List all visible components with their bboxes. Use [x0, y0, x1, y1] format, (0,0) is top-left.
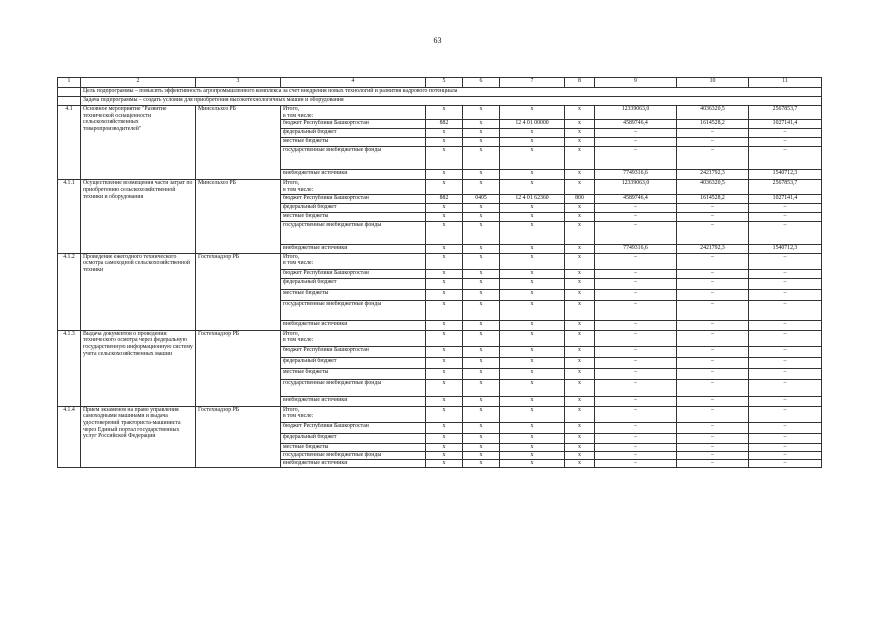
value-cell-c5: х: [426, 300, 463, 320]
value-cell-c6: х: [463, 368, 500, 379]
value-cell-c11: –: [749, 396, 822, 406]
value-cell-c5: х: [426, 278, 463, 289]
value-cell-c6: х: [463, 379, 500, 396]
table-row: [58, 406, 822, 422]
funding-source: государственные внебюджетные фонды: [281, 300, 426, 320]
value-cell-c9: 7749316,6: [595, 170, 677, 180]
value-cell-c7: х: [500, 443, 565, 451]
value-cell-c8: х: [565, 406, 595, 422]
value-cell-c11: –: [749, 357, 822, 368]
value-cell-c7: х: [500, 433, 565, 443]
header-cell: 1: [58, 78, 81, 88]
value-cell-c10: –: [677, 278, 749, 289]
value-cell-c11: –: [749, 221, 822, 244]
funding-source: федеральный бюджет: [281, 357, 426, 368]
value-cell-c11: –: [749, 289, 822, 300]
value-cell-c8: х: [565, 357, 595, 368]
funding-source: бюджет Республики Башкортостан: [281, 194, 426, 203]
header-cell: 4: [281, 78, 426, 88]
value-cell-c11: 2567853,7: [749, 106, 822, 120]
value-cell-c10: –: [677, 459, 749, 467]
value-cell-c7: х: [500, 180, 565, 194]
value-cell-c10: –: [677, 330, 749, 346]
value-cell-c6: х: [463, 422, 500, 433]
value-cell-c10: –: [677, 396, 749, 406]
value-cell-c8: х: [565, 320, 595, 330]
value-cell-c8: х: [565, 451, 595, 459]
header-cell: 2: [81, 78, 196, 88]
value-cell-c5: х: [426, 212, 463, 221]
value-cell-c9: –: [595, 300, 677, 320]
value-cell-c6: х: [463, 433, 500, 443]
value-cell-c8: х: [565, 289, 595, 300]
value-cell-c6: х: [463, 320, 500, 330]
value-cell-c8: х: [565, 221, 595, 244]
value-cell-c7: х: [500, 300, 565, 320]
value-cell-c6: х: [463, 120, 500, 129]
value-cell-c8: х: [565, 459, 595, 467]
value-cell-c8: х: [565, 379, 595, 396]
value-cell-c11: 1540712,3: [749, 244, 822, 253]
value-cell-c9: –: [595, 422, 677, 433]
funding-source: местные бюджеты: [281, 138, 426, 147]
value-cell-c7: х: [500, 221, 565, 244]
funding-source: местные бюджеты: [281, 368, 426, 379]
value-cell-c8: 800: [565, 194, 595, 203]
measure-name: Осуществление возмещения части затрат по приобретению сельскохозяйственной техники и оборудования: [81, 180, 196, 253]
value-cell-c7: х: [500, 269, 565, 278]
value-cell-c7: х: [500, 346, 565, 357]
value-cell-c5: х: [426, 129, 463, 138]
value-cell-c11: –: [749, 422, 822, 433]
header-row: [58, 78, 822, 88]
funding-source: внебюджетные источники: [281, 320, 426, 330]
value-cell-c11: –: [749, 406, 822, 422]
value-cell-c5: х: [426, 170, 463, 180]
value-cell-c7: х: [500, 278, 565, 289]
table-row: [58, 106, 822, 120]
value-cell-c10: –: [677, 300, 749, 320]
value-cell-c6: х: [463, 451, 500, 459]
value-cell-c11: –: [749, 278, 822, 289]
value-cell-c8: х: [565, 138, 595, 147]
value-cell-c10: 2421792,3: [677, 170, 749, 180]
value-cell-c9: –: [595, 212, 677, 221]
value-cell-c6: х: [463, 459, 500, 467]
measure-name: Основное мероприятие "Развитие технической оснащенности сельскохозяйственных товаропроизводителей": [81, 106, 196, 180]
value-cell-c9: –: [595, 278, 677, 289]
value-cell-c8: х: [565, 129, 595, 138]
funding-source: Итого, в том числе:: [281, 330, 426, 346]
value-cell-c10: –: [677, 203, 749, 212]
value-cell-c5: х: [426, 330, 463, 346]
value-cell-c7: х: [500, 147, 565, 170]
value-cell-c9: –: [595, 221, 677, 244]
funding-source: внебюджетные источники: [281, 459, 426, 467]
funding-source: местные бюджеты: [281, 212, 426, 221]
table-row: [58, 180, 822, 194]
value-cell-c9: –: [595, 253, 677, 269]
measure-name: Проведение ежегодного технического осмотра самоходной сельскохозяйственной техники: [81, 253, 196, 330]
value-cell-c6: х: [463, 147, 500, 170]
value-cell-c6: х: [463, 170, 500, 180]
value-cell-c10: –: [677, 269, 749, 278]
value-cell-c7: х: [500, 212, 565, 221]
value-cell-c5: х: [426, 320, 463, 330]
value-cell-c5: х: [426, 396, 463, 406]
value-cell-c11: –: [749, 368, 822, 379]
value-cell-c9: –: [595, 443, 677, 451]
value-cell-c11: –: [749, 443, 822, 451]
header-cell: 8: [565, 78, 595, 88]
item-number: 4.1: [58, 106, 81, 180]
value-cell-c5: х: [426, 138, 463, 147]
empty-cell: [58, 88, 81, 97]
value-cell-c8: х: [565, 368, 595, 379]
value-cell-c5: х: [426, 289, 463, 300]
value-cell-c5: х: [426, 180, 463, 194]
value-cell-c6: х: [463, 357, 500, 368]
value-cell-c5: х: [426, 379, 463, 396]
value-cell-c10: –: [677, 379, 749, 396]
value-cell-c9: –: [595, 406, 677, 422]
value-cell-c8: х: [565, 212, 595, 221]
funding-source: внебюджетные источники: [281, 170, 426, 180]
value-cell-c9: –: [595, 433, 677, 443]
value-cell-c6: х: [463, 443, 500, 451]
funding-source: государственные внебюджетные фонды: [281, 147, 426, 170]
value-cell-c5: х: [426, 106, 463, 120]
value-cell-c7: х: [500, 203, 565, 212]
value-cell-c6: х: [463, 406, 500, 422]
value-cell-c10: –: [677, 422, 749, 433]
value-cell-c10: –: [677, 443, 749, 451]
value-cell-c5: х: [426, 269, 463, 278]
value-cell-c7: х: [500, 422, 565, 433]
value-cell-c5: х: [426, 459, 463, 467]
funding-source: бюджет Республики Башкортостан: [281, 422, 426, 433]
table-row: [58, 330, 822, 346]
value-cell-c10: –: [677, 346, 749, 357]
value-cell-c9: 7749316,6: [595, 244, 677, 253]
value-cell-c7: х: [500, 368, 565, 379]
value-cell-c8: х: [565, 170, 595, 180]
funding-source: местные бюджеты: [281, 289, 426, 300]
value-cell-c9: 4589746,4: [595, 194, 677, 203]
value-cell-c8: х: [565, 269, 595, 278]
value-cell-c11: 1540712,3: [749, 170, 822, 180]
funding-source: бюджет Республики Башкортостан: [281, 120, 426, 129]
value-cell-c9: –: [595, 357, 677, 368]
value-cell-c8: х: [565, 244, 595, 253]
value-cell-c8: х: [565, 443, 595, 451]
value-cell-c8: х: [565, 433, 595, 443]
funding-source: федеральный бюджет: [281, 203, 426, 212]
value-cell-c5: х: [426, 203, 463, 212]
value-cell-c11: 2567853,7: [749, 180, 822, 194]
value-cell-c7: х: [500, 289, 565, 300]
value-cell-c10: 4036320,5: [677, 180, 749, 194]
value-cell-c10: –: [677, 138, 749, 147]
value-cell-c10: –: [677, 289, 749, 300]
value-cell-c11: –: [749, 129, 822, 138]
value-cell-c9: 4589746,4: [595, 120, 677, 129]
value-cell-c7: х: [500, 379, 565, 396]
value-cell-c11: –: [749, 212, 822, 221]
value-cell-c11: –: [749, 433, 822, 443]
funding-source: Итого, в том числе:: [281, 106, 426, 120]
value-cell-c11: –: [749, 346, 822, 357]
value-cell-c6: х: [463, 203, 500, 212]
value-cell-c8: х: [565, 120, 595, 129]
item-number: 4.1.3: [58, 330, 81, 406]
item-number: 4.1.1: [58, 180, 81, 253]
executor: Гостехнадзор РБ: [196, 253, 281, 330]
value-cell-c10: –: [677, 368, 749, 379]
value-cell-c9: –: [595, 320, 677, 330]
value-cell-c5: х: [426, 346, 463, 357]
value-cell-c7: 12 4 01 00000: [500, 120, 565, 129]
value-cell-c10: –: [677, 433, 749, 443]
value-cell-c11: –: [749, 269, 822, 278]
value-cell-c6: х: [463, 106, 500, 120]
value-cell-c9: –: [595, 330, 677, 346]
item-number: 4.1.2: [58, 253, 81, 330]
value-cell-c5: х: [426, 443, 463, 451]
funding-source: Итого, в том числе:: [281, 253, 426, 269]
measure-name: Прием экзаменов на право управления самоходными машинами и выдача удостоверений тракториста-машиниста через Единый портал государственных услуг Российской Федерации: [81, 406, 196, 467]
value-cell-c11: –: [749, 138, 822, 147]
value-cell-c6: х: [463, 346, 500, 357]
value-cell-c7: х: [500, 138, 565, 147]
funding-source: федеральный бюджет: [281, 129, 426, 138]
value-cell-c11: –: [749, 203, 822, 212]
value-cell-c11: –: [749, 459, 822, 467]
funding-source: государственные внебюджетные фонды: [281, 451, 426, 459]
value-cell-c9: –: [595, 459, 677, 467]
value-cell-c6: х: [463, 278, 500, 289]
empty-cell: [58, 97, 81, 106]
value-cell-c11: –: [749, 320, 822, 330]
value-cell-c10: 4036320,5: [677, 106, 749, 120]
task-row: [58, 97, 822, 106]
value-cell-c7: х: [500, 106, 565, 120]
value-cell-c10: 1614528,2: [677, 194, 749, 203]
value-cell-c7: х: [500, 357, 565, 368]
value-cell-c7: х: [500, 459, 565, 467]
value-cell-c6: х: [463, 253, 500, 269]
value-cell-c9: 12339063,0: [595, 180, 677, 194]
header-cell: 9: [595, 78, 677, 88]
value-cell-c8: х: [565, 346, 595, 357]
value-cell-c7: х: [500, 406, 565, 422]
value-cell-c9: –: [595, 368, 677, 379]
value-cell-c10: –: [677, 357, 749, 368]
value-cell-c9: –: [595, 346, 677, 357]
value-cell-c9: –: [595, 379, 677, 396]
value-cell-c5: х: [426, 253, 463, 269]
header-cell: 5: [426, 78, 463, 88]
value-cell-c5: х: [426, 221, 463, 244]
value-cell-c11: –: [749, 147, 822, 170]
value-cell-c10: –: [677, 147, 749, 170]
value-cell-c11: 1027141,4: [749, 194, 822, 203]
item-number: 4.1.4: [58, 406, 81, 467]
table-row: [58, 253, 822, 269]
value-cell-c10: 1614528,2: [677, 120, 749, 129]
value-cell-c5: х: [426, 357, 463, 368]
value-cell-c6: х: [463, 396, 500, 406]
value-cell-c8: х: [565, 106, 595, 120]
value-cell-c11: –: [749, 451, 822, 459]
value-cell-c7: х: [500, 396, 565, 406]
page-number: 63: [433, 36, 442, 45]
value-cell-c5: 882: [426, 194, 463, 203]
value-cell-c9: –: [595, 129, 677, 138]
value-cell-c9: –: [595, 203, 677, 212]
value-cell-c6: х: [463, 180, 500, 194]
value-cell-c5: х: [426, 422, 463, 433]
header-cell: 11: [749, 78, 822, 88]
value-cell-c10: –: [677, 212, 749, 221]
funding-source: федеральный бюджет: [281, 433, 426, 443]
value-cell-c9: –: [595, 289, 677, 300]
executor: Минсельхоз РБ: [196, 106, 281, 180]
value-cell-c10: –: [677, 221, 749, 244]
funding-source: внебюджетные источники: [281, 244, 426, 253]
value-cell-c9: –: [595, 269, 677, 278]
value-cell-c6: х: [463, 221, 500, 244]
value-cell-c6: х: [463, 289, 500, 300]
funding-source: бюджет Республики Башкортостан: [281, 346, 426, 357]
funding-source: бюджет Республики Башкортостан: [281, 269, 426, 278]
value-cell-c11: –: [749, 330, 822, 346]
value-cell-c8: х: [565, 278, 595, 289]
value-cell-c10: –: [677, 320, 749, 330]
value-cell-c5: х: [426, 433, 463, 443]
value-cell-c10: –: [677, 406, 749, 422]
value-cell-c6: х: [463, 269, 500, 278]
funding-source: внебюджетные источники: [281, 396, 426, 406]
funding-source: государственные внебюджетные фонды: [281, 379, 426, 396]
value-cell-c7: х: [500, 330, 565, 346]
value-cell-c7: х: [500, 244, 565, 253]
executor: Гостехнадзор РБ: [196, 406, 281, 467]
executor: Гостехнадзор РБ: [196, 330, 281, 406]
value-cell-c5: х: [426, 406, 463, 422]
header-cell: 3: [196, 78, 281, 88]
executor: Минсельхоз РБ: [196, 180, 281, 253]
value-cell-c9: –: [595, 396, 677, 406]
value-cell-c11: –: [749, 379, 822, 396]
value-cell-c5: х: [426, 368, 463, 379]
value-cell-c11: –: [749, 253, 822, 269]
value-cell-c5: х: [426, 244, 463, 253]
value-cell-c9: 12339063,0: [595, 106, 677, 120]
value-cell-c7: х: [500, 170, 565, 180]
funding-source: местные бюджеты: [281, 443, 426, 451]
value-cell-c7: х: [500, 320, 565, 330]
value-cell-c6: х: [463, 300, 500, 320]
funding-source: Итого, в том числе:: [281, 180, 426, 194]
value-cell-c6: х: [463, 212, 500, 221]
value-cell-c11: –: [749, 300, 822, 320]
value-cell-c8: х: [565, 253, 595, 269]
funding-source: федеральный бюджет: [281, 278, 426, 289]
funding-source: Итого, в том числе:: [281, 406, 426, 422]
value-cell-c8: х: [565, 300, 595, 320]
value-cell-c10: –: [677, 451, 749, 459]
value-cell-c7: 12 4 01 62360: [500, 194, 565, 203]
value-cell-c9: –: [595, 138, 677, 147]
value-cell-c9: –: [595, 451, 677, 459]
value-cell-c8: х: [565, 147, 595, 170]
header-cell: 7: [500, 78, 565, 88]
value-cell-c6: 0405: [463, 194, 500, 203]
value-cell-c10: 2421792,3: [677, 244, 749, 253]
value-cell-c9: –: [595, 147, 677, 170]
header-cell: 10: [677, 78, 749, 88]
value-cell-c5: х: [426, 451, 463, 459]
funding-source: государственные внебюджетные фонды: [281, 221, 426, 244]
value-cell-c6: х: [463, 244, 500, 253]
goal-text: Цель подпрограммы – повысить эффективность агропромышленного комплекса за счет внедрения новых технологий и развития кадрового потенциала: [81, 88, 822, 97]
value-cell-c6: х: [463, 330, 500, 346]
goal-row: [58, 88, 822, 97]
measure-name: Выдача документов о проведении технического осмотра через федеральную государственную информационную систему учета сельскохозяйственных машин: [81, 330, 196, 406]
value-cell-c8: х: [565, 203, 595, 212]
value-cell-c8: х: [565, 396, 595, 406]
value-cell-c8: х: [565, 422, 595, 433]
budget-table: [57, 77, 822, 468]
value-cell-c6: х: [463, 129, 500, 138]
value-cell-c5: х: [426, 147, 463, 170]
value-cell-c7: х: [500, 451, 565, 459]
value-cell-c8: х: [565, 180, 595, 194]
value-cell-c7: х: [500, 129, 565, 138]
value-cell-c6: х: [463, 138, 500, 147]
value-cell-c7: х: [500, 253, 565, 269]
value-cell-c8: х: [565, 330, 595, 346]
task-text: Задача подпрограммы – создать условия для приобретения высокотехнологичных машин и оборудования: [81, 97, 822, 106]
value-cell-c5: 882: [426, 120, 463, 129]
value-cell-c11: 1027141,4: [749, 120, 822, 129]
header-cell: 6: [463, 78, 500, 88]
value-cell-c10: –: [677, 129, 749, 138]
value-cell-c10: –: [677, 253, 749, 269]
